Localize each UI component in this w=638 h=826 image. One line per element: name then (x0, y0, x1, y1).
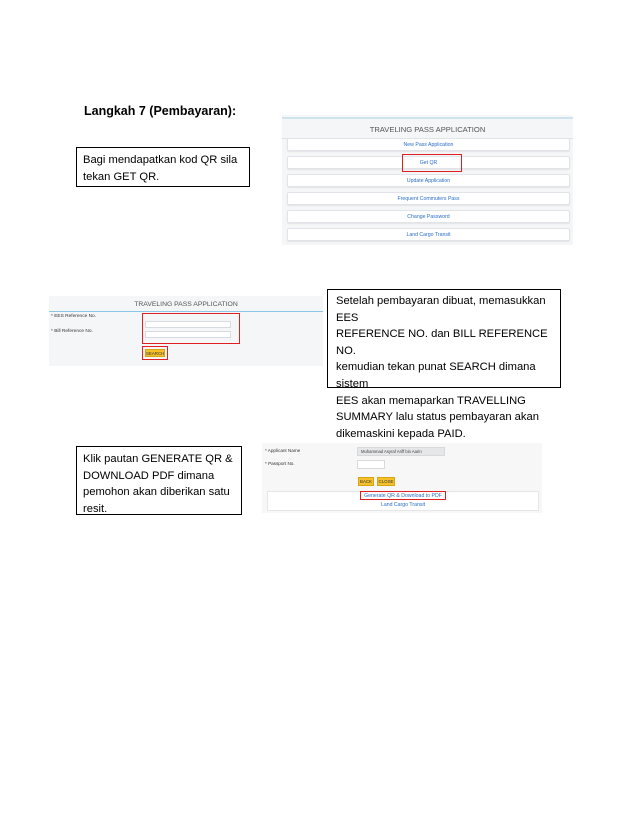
callout-line: REFERENCE NO. dan BILL REFERENCE NO. (336, 328, 548, 357)
inputs-highlight (142, 313, 240, 344)
panel-title: TRAVELING PASS APPLICATION (49, 298, 323, 312)
applicant-name-value: Muhammad Asyraf Ariff bin Aarin (357, 447, 445, 456)
traveling-pass-menu-screenshot (282, 115, 573, 245)
close-button[interactable]: CLOSE (378, 479, 394, 484)
summary-screenshot (262, 443, 542, 513)
bill-reference-label: * Bill Reference No. (51, 329, 93, 334)
callout-search (327, 289, 561, 440)
update-application-button[interactable]: Update Application (287, 174, 570, 187)
callout-line: EES akan memaparkan TRAVELLING (336, 394, 526, 407)
ees-reference-label: * EES Reference No. (51, 314, 97, 319)
callout-line: resit. (83, 502, 108, 515)
callout-line: tekan GET QR. (83, 171, 160, 183)
callout-line: Setelah pembayaran dibuat, memasukkan EES (336, 295, 546, 324)
generate-qr-download-pdf-link[interactable]: Generate QR & Download to PDF (364, 493, 442, 499)
get-qr-button[interactable]: Get QR (287, 156, 570, 169)
callout-line: SUMMARY lalu status pembayaran akan (336, 411, 539, 424)
callout-line: Bagi mendapatkan kod QR sila (83, 154, 238, 166)
frequent-commuters-pass-button[interactable]: Frequent Commuters Pass (287, 192, 570, 205)
callout-line: kemudian tekan punat SEARCH dimana sistem (336, 361, 536, 390)
passport-input[interactable] (357, 460, 385, 469)
callout-generate-qr (76, 446, 242, 515)
search-highlight (142, 346, 168, 360)
back-button[interactable]: BACK (358, 477, 374, 486)
callout-line: pemohon akan diberikan satu (83, 486, 230, 498)
passport-label: * Passport No. (265, 461, 295, 466)
applicant-name-label: * Applicant Name (265, 448, 301, 453)
generate-link-highlight (360, 491, 446, 500)
change-password-button[interactable]: Change Password (287, 210, 570, 223)
land-cargo-transit-button[interactable]: Land Cargo Transit (287, 228, 570, 241)
search-button[interactable]: SEARCH (146, 351, 165, 356)
get-qr-highlight (402, 154, 462, 172)
new-pass-application-button[interactable]: New Pass Application (287, 138, 570, 151)
land-cargo-transit-link[interactable]: Land Cargo Transit (380, 502, 426, 508)
callout-get-qr (76, 147, 250, 187)
callout-line: DOWNLOAD PDF dimana (83, 469, 215, 482)
callout-line: dikemaskini kepada PAID. (336, 427, 466, 440)
search-form-screenshot (49, 296, 323, 366)
step-heading: Langkah 7 (Pembayaran): (84, 104, 237, 118)
panel-title: TRAVELING PASS APPLICATION (282, 117, 573, 139)
callout-line: Klik pautan GENERATE QR & (83, 453, 233, 465)
